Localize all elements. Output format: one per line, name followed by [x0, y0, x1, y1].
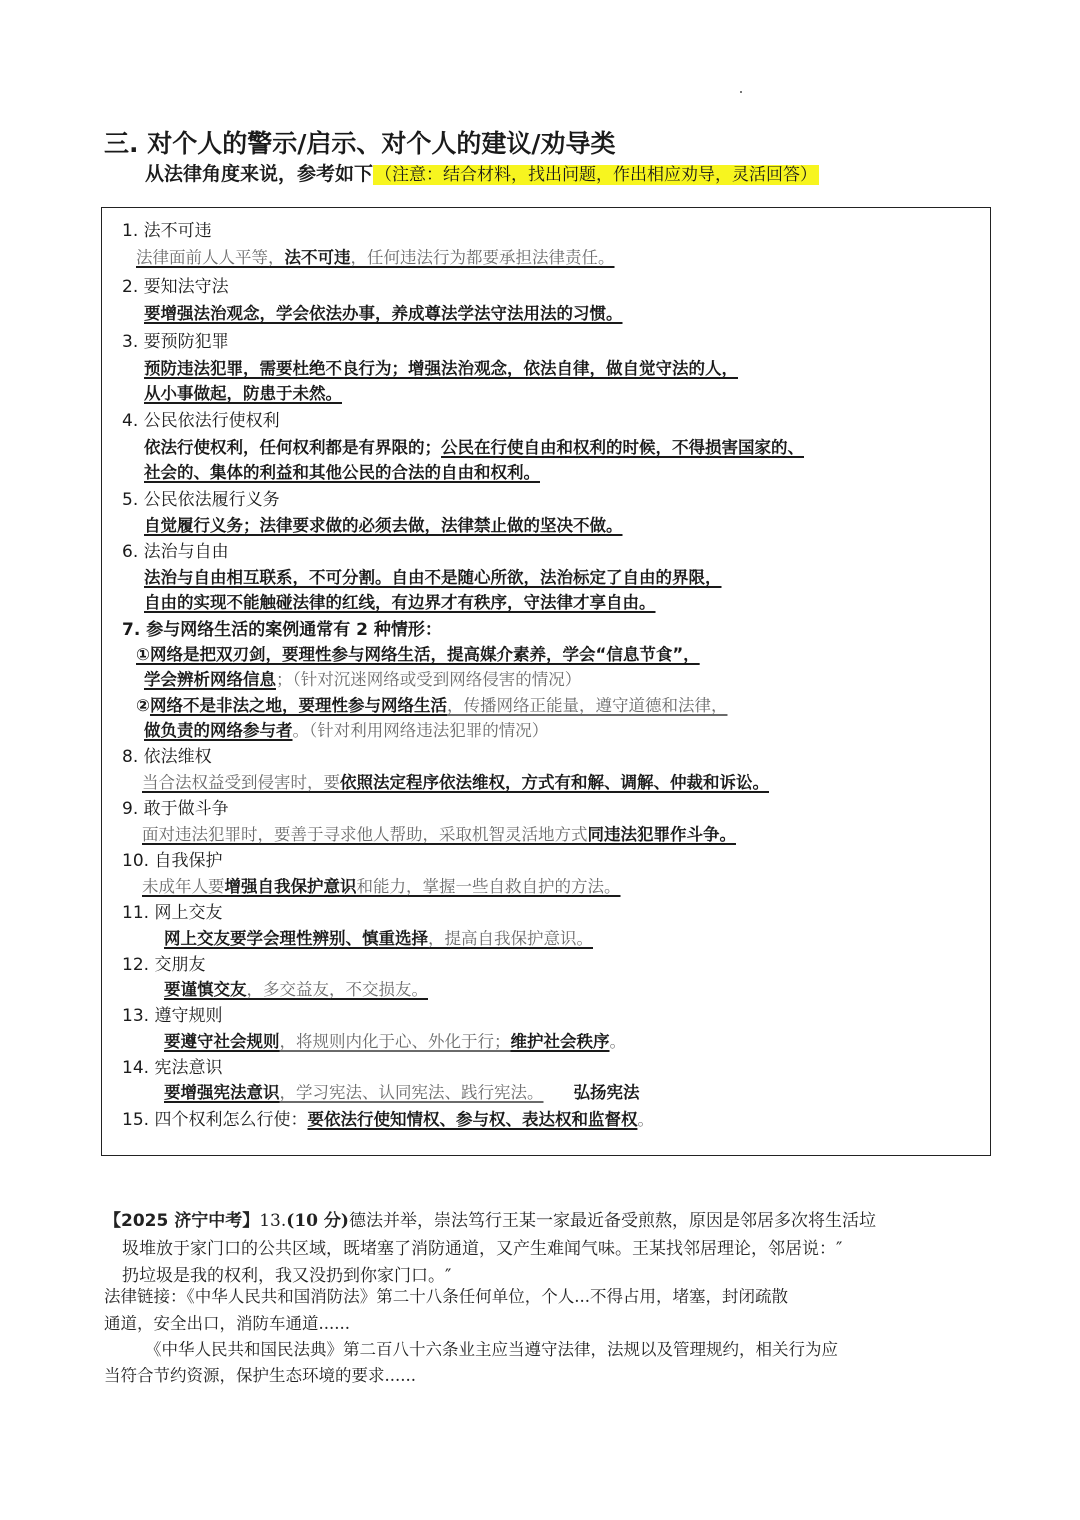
item-9-body: 面对违法犯罪时，要善于寻求他人帮助，采取机智灵活地方式同违法犯罪作斗争。	[142, 825, 736, 844]
item-5-title: 5. 公民依法履行义务	[122, 490, 280, 510]
item-13-title: 13. 遵守规则	[122, 1006, 223, 1026]
item-10-body: 未成年人要增强自我保护意识和能力，掌握一些自救自护的方法。	[142, 877, 621, 896]
item-7-body-1: ①网络是把双刃剑，要理性参与网络生活，提高媒介素养，学会“信息节食”，	[136, 645, 700, 664]
section-heading: 三. 对个人的警示/启示、对个人的建议/劝导类	[104, 129, 616, 158]
item-6-body-2: 自由的实现不能触碰法律的红线，有边界才有秩序，守法律才享自由。	[144, 593, 656, 612]
question-line-2: 圾堆放于家门口的公共区域，既堵塞了消防通道，又产生难闻气味。王某找邻居理论，邻居说：″	[122, 1239, 843, 1259]
item-2-title: 2. 要知法守法	[122, 277, 229, 297]
item-1-body: 法律面前人人平等，法不可违，任何违法行为都要承担法律责任。	[136, 248, 615, 267]
question-line-7: 当符合节约资源，保护生态环境的要求......	[104, 1366, 416, 1385]
section-subheading	[145, 160, 819, 189]
item-12-body: 要谨慎交友，多交益友，不交损友。	[164, 980, 428, 999]
key-points-box	[101, 207, 991, 1156]
subheading-text: 从法律角度来说，参考如下	[145, 163, 374, 185]
question-intro: 【2025 济宁中考】13.(10 分)德法并举，崇法笃行王某一家最近备受煎熬，原因是邻居多次将生活垃	[104, 1211, 876, 1231]
item-8-body: 当合法权益受到侵害时，要依照法定程序依法维权，方式有和解、调解、仲裁和诉讼。	[142, 773, 769, 792]
question-line-3: 扔垃圾是我的权利，我又没扔到你家门口。″	[122, 1266, 452, 1286]
question-line-5: 通道，安全出口，消防车通道......	[104, 1314, 350, 1333]
question-line-4: 法律链接：《中华人民共和国消防法》第二十八条任何单位，个人...不得占用，堵塞，封闭疏散	[104, 1287, 788, 1306]
item-7-body-4: 做负责的网络参与者。（针对利用网络违法犯罪的情况）	[144, 721, 549, 740]
scan-speck	[740, 91, 742, 93]
item-11-title: 11. 网上交友	[122, 903, 223, 923]
item-2-body: 要增强法治观念，学会依法办事，养成尊法学法守法用法的习惯。	[144, 304, 623, 323]
item-7-title: 7. 参与网络生活的案例通常有 2 种情形：	[122, 620, 442, 640]
item-15: 15. 四个权利怎么行使：要依法行使知情权、参与权、表达权和监督权。	[122, 1110, 654, 1130]
item-1-title: 1. 法不可违	[122, 221, 212, 241]
item-8-title: 8. 依法维权	[122, 747, 212, 767]
question-line-6: 《中华人民共和国民法典》第二百八十六条业主应当遵守法律，法规以及管理规约，相关行为应	[145, 1340, 838, 1359]
item-4-body-1: 依法行使权利，任何权利都是有界限的；公民在行使自由和权利的时候，不得损害国家的、	[144, 438, 804, 457]
item-7-body-3: ②网络不是非法之地，要理性参与网络生活，传播网络正能量，遵守道德和法律，	[136, 696, 728, 715]
item-4-body-2: 社会的、集体的利益和其他公民的合法的自由和权利。	[144, 463, 540, 482]
item-6-body-1: 法治与自由相互联系，不可分割。自由不是随心所欲，法治标定了自由的界限，	[144, 568, 722, 587]
item-12-title: 12. 交朋友	[122, 955, 206, 975]
item-3-body-1: 预防违法犯罪，需要杜绝不良行为；增强法治观念，依法自律，做自觉守法的人，	[144, 359, 738, 378]
item-14-title: 14. 宪法意识	[122, 1058, 223, 1078]
item-14-body: 要增强宪法意识，学习宪法、认同宪法、践行宪法。 弘扬宪法	[164, 1083, 640, 1102]
item-10-title: 10. 自我保护	[122, 851, 223, 871]
item-3-body-2: 从小事做起，防患于未然。	[144, 384, 342, 403]
item-7-body-2: 学会辨析网络信息；（针对沉迷网络或受到网络侵害的情况）	[144, 670, 582, 689]
item-9-title: 9. 敢于做斗争	[122, 799, 229, 819]
item-4-title: 4. 公民依法行使权利	[122, 411, 280, 431]
item-5-body: 自觉履行义务；法律要求做的必须去做，法律禁止做的坚决不做。	[144, 516, 623, 535]
item-11-body: 网上交友要学会理性辨别、慎重选择，提高自我保护意识。	[164, 929, 593, 948]
item-6-title: 6. 法治与自由	[122, 542, 229, 562]
item-3-title: 3. 要预防犯罪	[122, 332, 229, 352]
subheading-highlight: （注意：结合材料，找出问题，作出相应劝导，灵活回答）	[375, 165, 818, 185]
item-13-body: 要遵守社会规则，将规则内化于心、外化于行；维护社会秩序。	[164, 1032, 626, 1051]
